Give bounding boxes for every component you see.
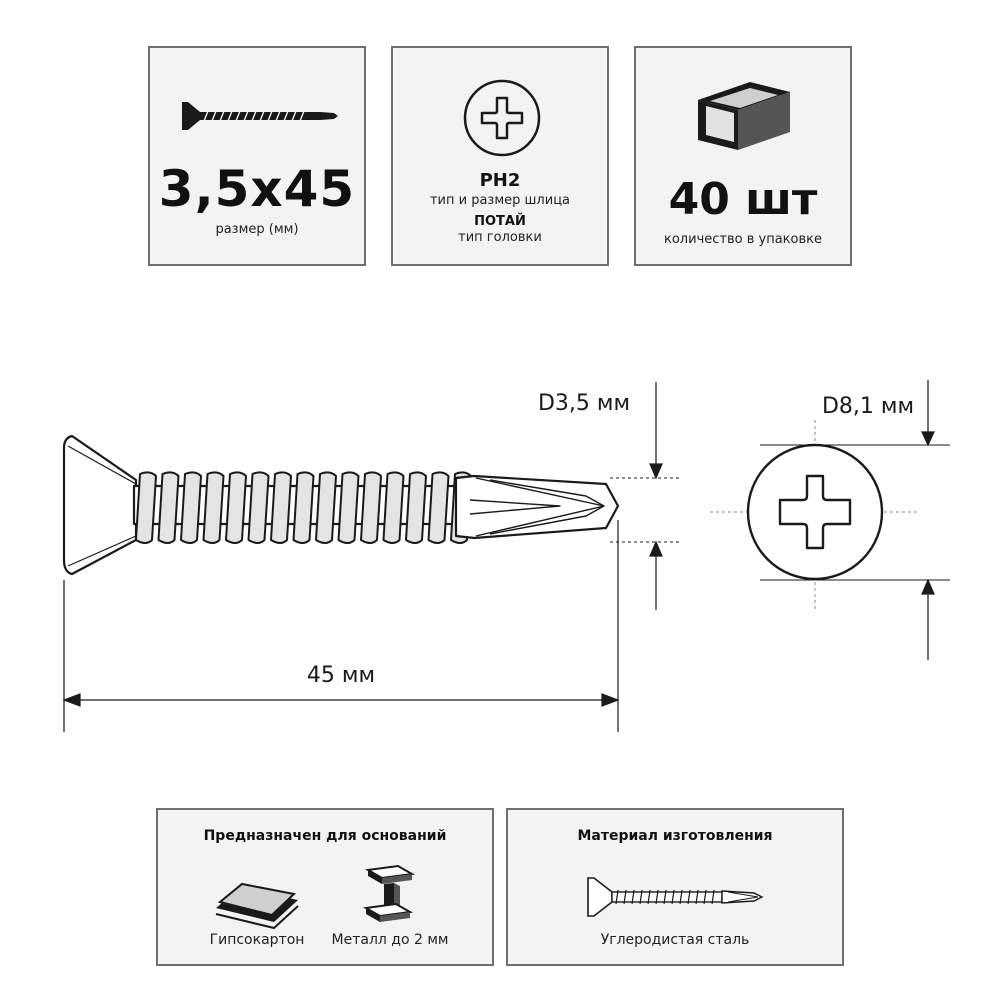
drywall-sheets-icon	[214, 882, 300, 932]
thread-crest	[361, 472, 381, 543]
thread-diameter-dimension	[610, 382, 680, 610]
thread-crest	[429, 472, 449, 543]
screw-icon	[582, 874, 772, 920]
head-type-caption: тип головки	[458, 230, 542, 245]
thread-crest	[159, 472, 179, 543]
pack-value: 40 шт	[668, 174, 818, 225]
usage-title: Предназначен для оснований	[203, 828, 447, 844]
size-value: 3,5x45	[158, 160, 356, 218]
thread-crest	[384, 472, 404, 543]
thread-crest	[339, 472, 359, 543]
length-label: 45 мм	[306, 663, 376, 688]
usage-item-drywall: Гипсокартон	[209, 932, 305, 948]
usage-card	[156, 808, 494, 966]
screw-head-top-view	[710, 420, 920, 610]
thread-crest	[316, 472, 336, 543]
pack-caption: количество в упаковке	[664, 232, 822, 247]
usage-item-metal: Металл до 2 мм	[331, 932, 449, 948]
material-label: Углеродистая сталь	[600, 932, 750, 948]
material-title: Материал изготовления	[577, 828, 773, 844]
slot-type: PH2	[479, 170, 521, 191]
thread-crest	[226, 472, 246, 543]
slot-type-caption: тип и размер шлица	[429, 193, 571, 208]
thread-crest	[406, 472, 426, 543]
thread-crest	[204, 472, 224, 543]
material-card	[506, 808, 844, 966]
thread-crest	[136, 472, 156, 543]
length-dimension	[64, 520, 618, 732]
thread-diameter-label: D3,5 мм	[537, 391, 631, 416]
thread-crest	[249, 472, 269, 543]
thread-crest	[271, 472, 291, 543]
thread-crest	[181, 472, 201, 543]
screw-side-view	[64, 436, 618, 574]
head-diameter-label: D8,1 мм	[821, 394, 915, 419]
size-caption: размер (мм)	[215, 222, 299, 237]
metal-profile-icon	[358, 864, 422, 924]
thread-crest	[294, 472, 314, 543]
head-type: ПОТАЙ	[474, 214, 526, 229]
